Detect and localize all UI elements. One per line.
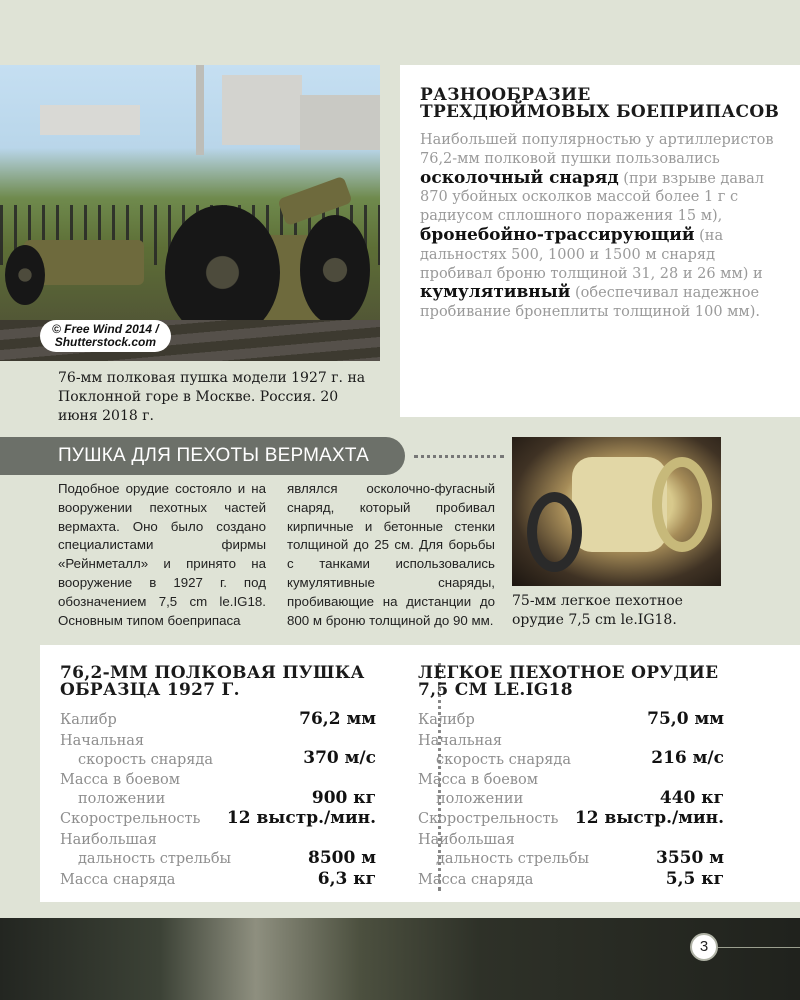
spec-left-caliber-label: Калибр bbox=[60, 712, 117, 728]
ammo-text-4: (обеспечивал надежное пробивание бронеплиты толщиной 100 мм). bbox=[420, 285, 760, 321]
spec-left-rate-label: Скорострельность bbox=[60, 811, 201, 827]
spec-right-speed-label-1: Начальная bbox=[418, 733, 503, 749]
ammo-fragmentation: осколочный снаряд bbox=[420, 167, 619, 188]
page-number: 3 bbox=[690, 933, 718, 961]
spec-right-mass-label-1: Масса в боевом bbox=[418, 772, 538, 788]
ammo-heat: кумулятивный bbox=[420, 282, 571, 303]
spec-left-rate: 12 выстр./мин. bbox=[226, 808, 376, 828]
spec-right-mass-label-2: положении bbox=[436, 791, 524, 807]
photo-credit bbox=[40, 320, 171, 352]
spec-right-range: 3550 м bbox=[656, 848, 724, 868]
spec-right-caliber: 75,0 мм bbox=[647, 709, 724, 729]
spec-left-shell: 6,3 кг bbox=[317, 869, 376, 889]
ammo-text-3: (на дальностях 500, 1000 и 1500 м снаряд пробивал броню толщиной 31, 28 и 26 мм) и bbox=[420, 227, 763, 282]
spec-left-title: 76,2-ММ ПОЛКОВАЯ ПУШКА ОБРАЗЦА 1927 Г. bbox=[60, 663, 365, 700]
spec-left-range-label-1: Наибольшая bbox=[60, 832, 157, 848]
photo-caption-1: 76-мм полковая пушка модели 1927 г. на Поклонной горе в Москве. Россия. 20 июня 2018 г. bbox=[58, 370, 366, 424]
spec-left-mass-label-1: Масса в боевом bbox=[60, 772, 180, 788]
section-title-band: ПУШКА ДЛЯ ПЕХОТЫ ВЕРМАХТА bbox=[0, 437, 405, 475]
page-footer-band bbox=[0, 918, 800, 1000]
gun-photo-leig18 bbox=[512, 437, 721, 586]
section-text-column-2: являлся осколочно-фугасный снаряд, который пробивал кирпичные и бетонные стенки толщиной до 25 см. Для борьбы с танками использовались кумулятивные снаряды, пробивающие на дистанции до 800 м броню толщиной до 90 мм. bbox=[287, 481, 495, 628]
spec-right-shell-label: Масса снаряда bbox=[418, 872, 534, 888]
spec-left-speed-label-1: Начальная bbox=[60, 733, 145, 749]
spec-right-title: ЛЕГКОЕ ПЕХОТНОЕ ОРУДИЕ 7,5 CM LE.IG18 bbox=[418, 663, 719, 700]
spec-left-range-label-2: дальность стрельбы bbox=[78, 851, 232, 867]
section-text-column-1: Подобное орудие состояло и на вооружении пехотных частей вермахта. Оно было создано специалистами фирмы «Рейнметалл» и принято на вооружение в 1927 г. под обозначением 7,5 cm le.IG18. Основным типом боеприпаса bbox=[58, 481, 266, 628]
spec-left-range: 8500 м bbox=[308, 848, 376, 868]
spec-right-shell: 5,5 кг bbox=[665, 869, 724, 889]
spec-right-range-label-1: Наибольшая bbox=[418, 832, 515, 848]
page-number-line bbox=[717, 947, 800, 948]
spec-right-speed: 216 м/с bbox=[651, 748, 724, 768]
photo-caption-2: 75-мм легкое пехотное орудие 7,5 cm le.IG18. bbox=[512, 593, 683, 628]
ammo-ap-tracer: бронебойно-трассирующий bbox=[420, 224, 695, 245]
ammo-info-box bbox=[400, 65, 800, 417]
spec-right-speed-label-2: скорость снаряда bbox=[436, 752, 572, 768]
ammo-info-text bbox=[420, 131, 780, 322]
spec-left-mass: 900 кг bbox=[311, 788, 376, 808]
spec-left-speed: 370 м/с bbox=[303, 748, 376, 768]
gun-photo-1927 bbox=[0, 65, 380, 361]
ammo-info-title: РАЗНООБРАЗИЕ ТРЕХДЮЙМОВЫХ БОЕПРИПАСОВ bbox=[420, 85, 780, 122]
spec-right-rate-label: Скорострельность bbox=[418, 811, 559, 827]
ammo-text-1: Наибольшей популярностью у артиллеристов 76,2-мм полковой пушки пользовались bbox=[420, 132, 774, 167]
photo-credit-text: © Free Wind 2014 / Shutterstock.com bbox=[52, 322, 159, 349]
spec-right-mass: 440 кг bbox=[659, 788, 724, 808]
spec-right-rate: 12 выстр./мин. bbox=[574, 808, 724, 828]
spec-left-mass-label-2: положении bbox=[78, 791, 166, 807]
spec-left-caliber: 76,2 мм bbox=[299, 709, 376, 729]
spec-left-shell-label: Масса снаряда bbox=[60, 872, 176, 888]
spec-left-speed-label-2: скорость снаряда bbox=[78, 752, 214, 768]
ammo-text-2: (при взрыве давал 870 убойных осколков массой более 1 г с радиусом сплошного поражения 15 м), bbox=[420, 170, 764, 225]
spec-right-caliber-label: Калибр bbox=[418, 712, 475, 728]
spec-right-range-label-2: дальность стрельбы bbox=[436, 851, 590, 867]
section-dotted-divider bbox=[414, 455, 504, 458]
spec-comparison-box bbox=[40, 645, 800, 902]
